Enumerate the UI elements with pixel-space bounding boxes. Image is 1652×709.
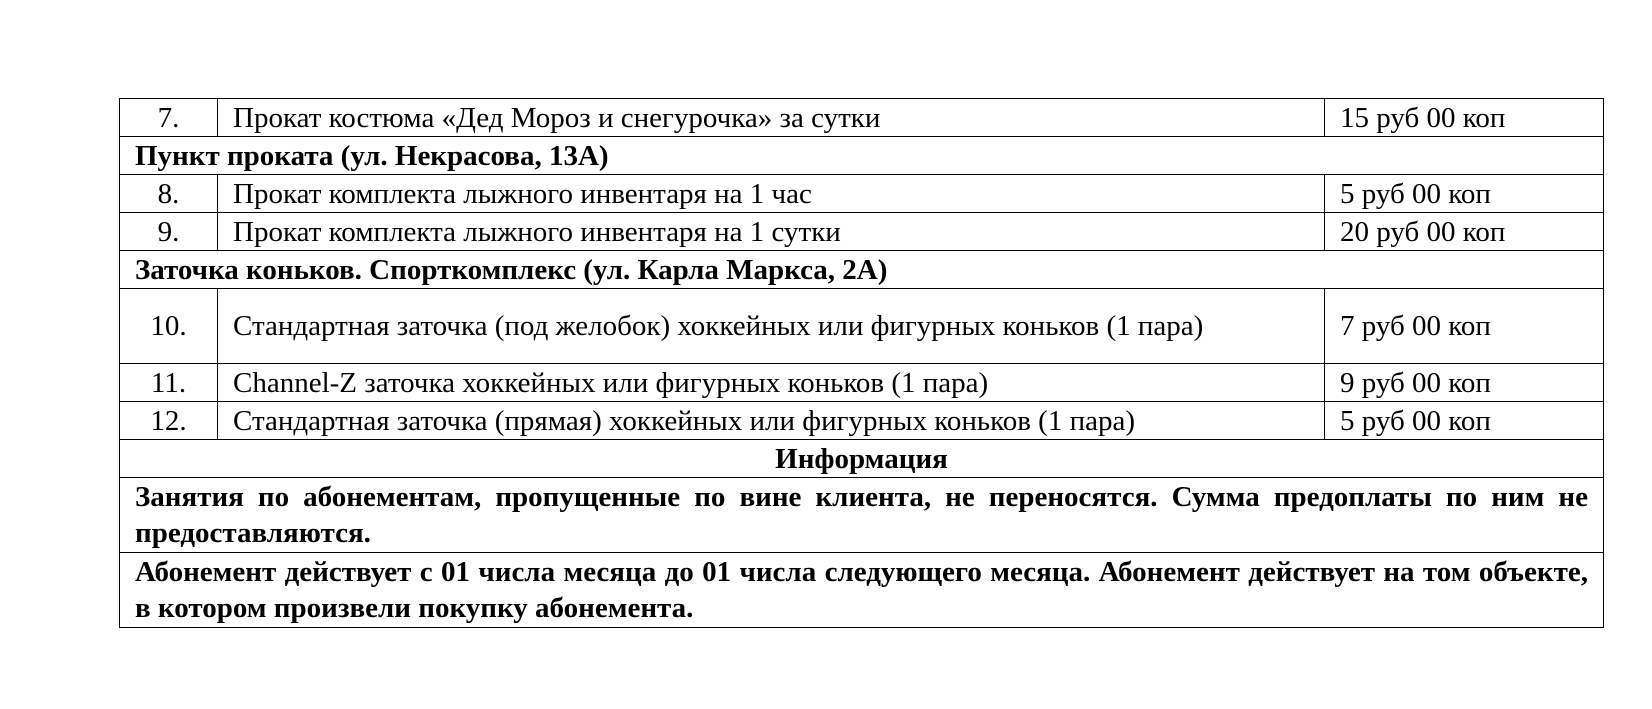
item-name: Channel-Z заточка хоккейных или фигурных коньков (1 пара): [218, 364, 1325, 402]
price-list-table: [119, 98, 1604, 628]
table-row: [120, 213, 1604, 251]
table-row: [120, 402, 1604, 440]
item-number: 12.: [120, 402, 218, 440]
info-heading: Информация: [120, 440, 1604, 478]
info-heading-row: [120, 440, 1604, 478]
item-price: 5 руб 00 коп: [1325, 175, 1604, 213]
table-row: [120, 99, 1604, 137]
table-row: [120, 289, 1604, 364]
section-title-sharpening: Заточка коньков. Спорткомплекс (ул. Карла Маркса, 2А): [120, 251, 1604, 289]
item-number: 9.: [120, 213, 218, 251]
item-price: 20 руб 00 коп: [1325, 213, 1604, 251]
item-number: 7.: [120, 99, 218, 137]
info-note-row: [120, 478, 1604, 553]
section-header-row: [120, 137, 1604, 175]
item-name: Стандартная заточка (под желобок) хоккейных или фигурных коньков (1 пара): [218, 289, 1325, 364]
section-header-row: [120, 251, 1604, 289]
item-number: 11.: [120, 364, 218, 402]
info-note: Занятия по абонементам, пропущенные по вине клиента, не переносятся. Сумма предоплаты по ним не предоставляются.: [120, 478, 1604, 553]
item-price: 5 руб 00 коп: [1325, 402, 1604, 440]
item-price: 9 руб 00 коп: [1325, 364, 1604, 402]
item-price: 7 руб 00 коп: [1325, 289, 1604, 364]
table-row: [120, 175, 1604, 213]
item-number: 10.: [120, 289, 218, 364]
item-number: 8.: [120, 175, 218, 213]
info-note: Абонемент действует с 01 числа месяца до 01 числа следующего месяца. Абонемент действует на том объекте, в котором произвели покупку абонемента.: [120, 553, 1604, 628]
item-name: Прокат комплекта лыжного инвентаря на 1 сутки: [218, 213, 1325, 251]
info-note-row: [120, 553, 1604, 628]
item-name: Прокат комплекта лыжного инвентаря на 1 час: [218, 175, 1325, 213]
section-title-rental: Пункт проката (ул. Некрасова, 13А): [120, 137, 1604, 175]
item-name: Прокат костюма «Дед Мороз и снегурочка» за сутки: [218, 99, 1325, 137]
table-row: [120, 364, 1604, 402]
item-name: Стандартная заточка (прямая) хоккейных или фигурных коньков (1 пара): [218, 402, 1325, 440]
item-price: 15 руб 00 коп: [1325, 99, 1604, 137]
